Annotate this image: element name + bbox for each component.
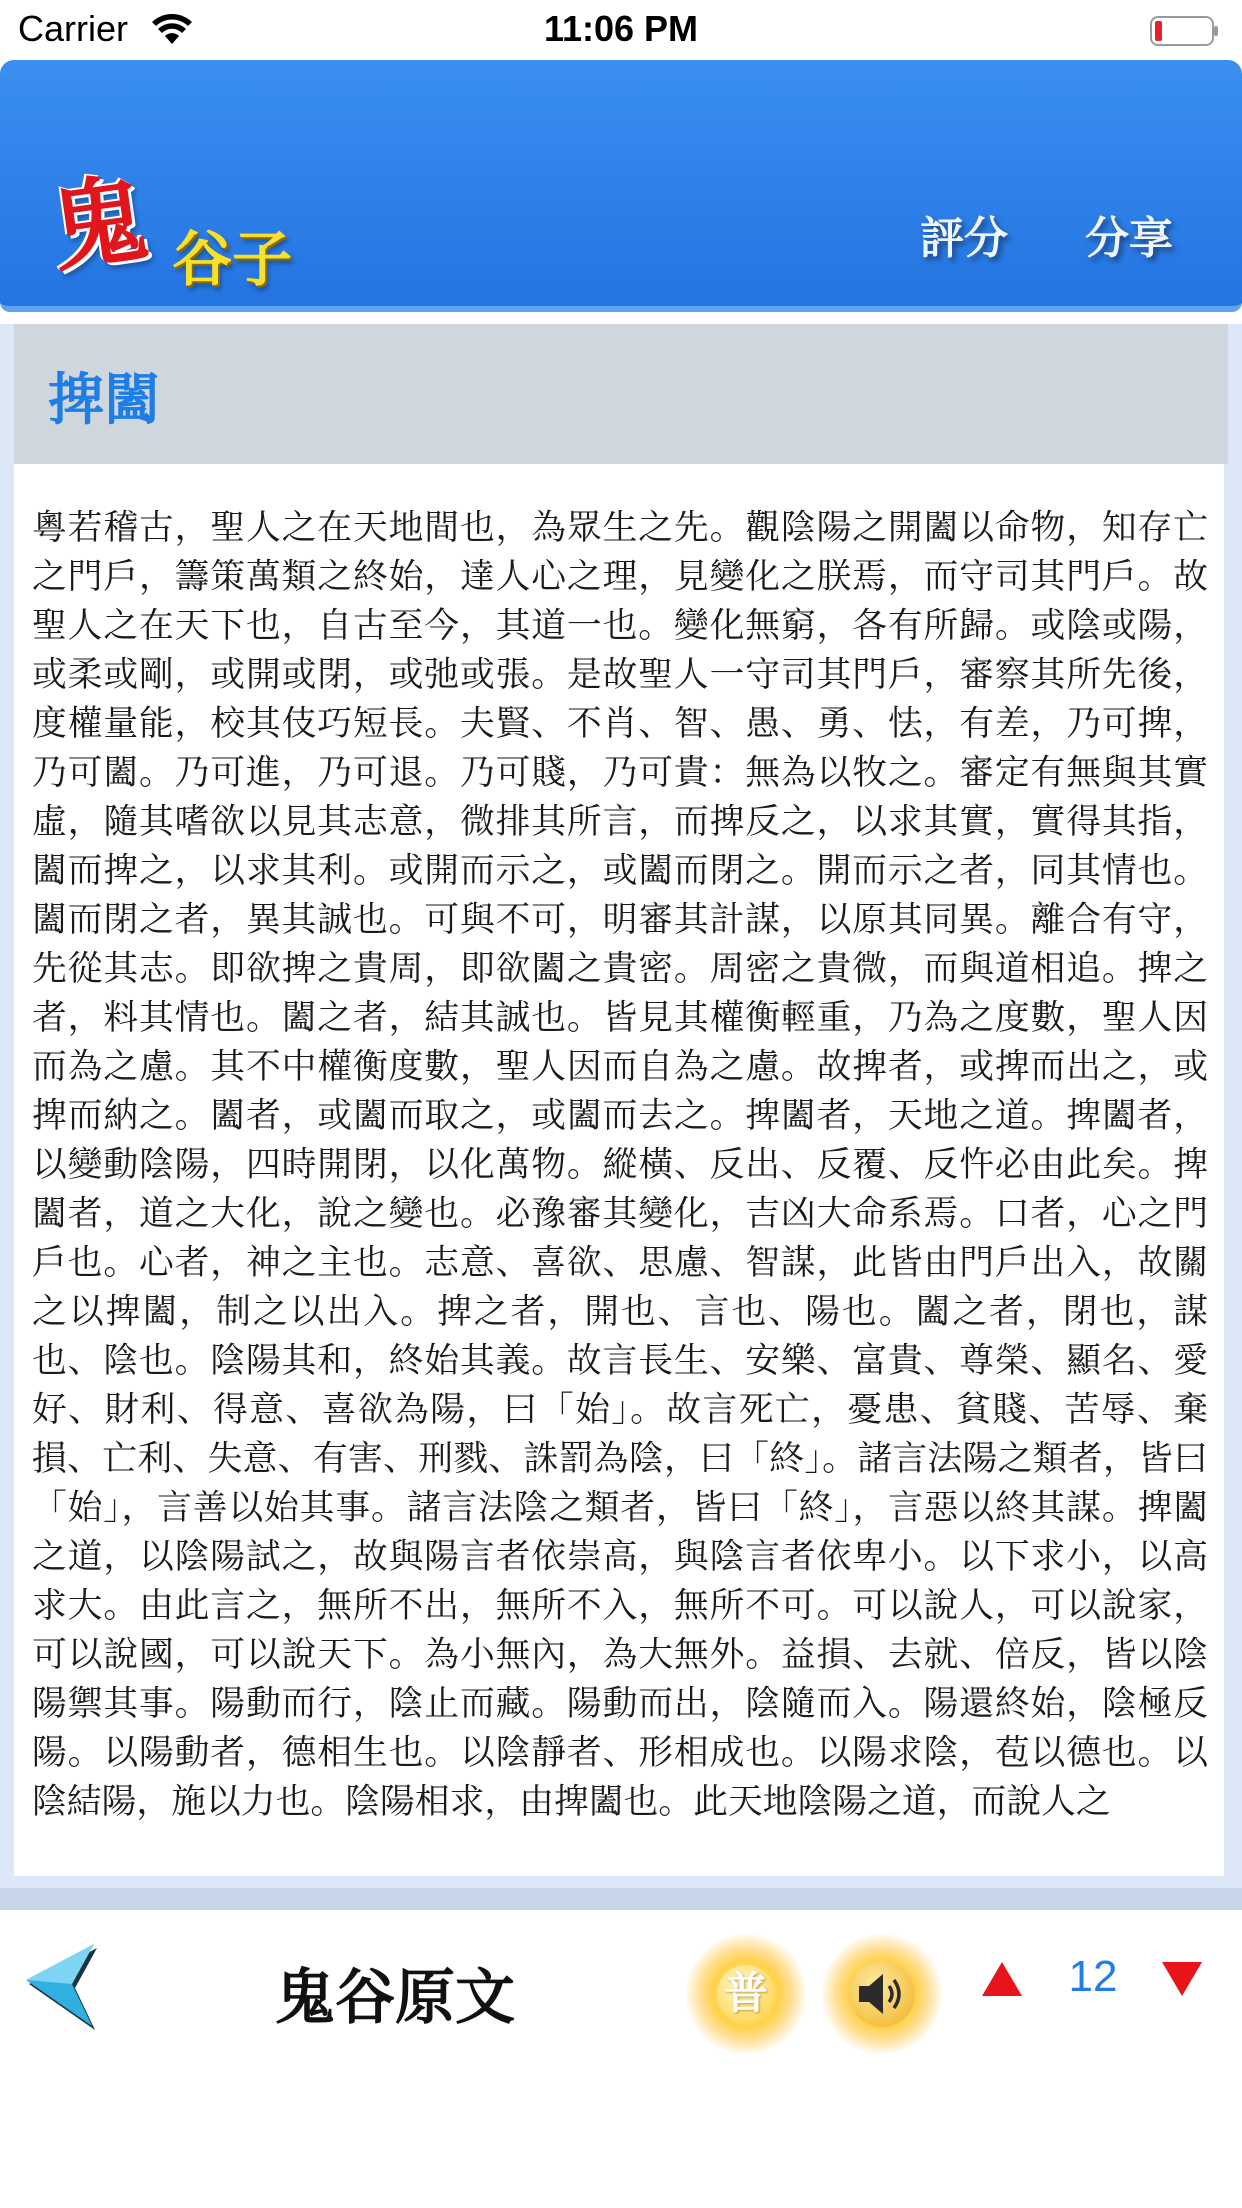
status-bar [0,0,1242,60]
app-header [0,60,1242,312]
mandarin-label: 普 [717,1965,775,2023]
next-page-icon[interactable] [1160,1960,1204,1998]
chapter-text[interactable]: 粵若稽古，聖人之在天地間也，為眾生之先。觀陰陽之開闔以命物，知存亡之門戶，籌策萬類之終始，達人心之理，見變化之朕焉，而守司其門戶。故聖人之在天下也，自古至今，其道一也。變化無窮，各有所歸。或陰或陽，或柔或剛，或開或閉，或弛或張。是故聖人一守司其門戶，審察其所先後，度權量能，校其伎巧短長。夫賢、不肖、智、愚、勇、怯，有差，乃可捭，乃可闔。乃可進，乃可退。乃可賤，乃可貴：無為以牧之。審定有無與其實虛，隨其嗜欲以見其志意，微排其所言，而捭反之，以求其實，實得其指，闔而捭之，以求其利。或開而示之，或闔而閉之。開而示之者，同其情也。闔而閉之者，異其誠也。可與不可，明審其計謀，以原其同異。離合有守，先從其志。即欲捭之貴周，即欲闔之貴密。周密之貴微，而與道相追。捭之者，料其情也。闔之者，結其誠也。皆見其權衡輕重，乃為之度數，聖人因而為之慮。其不中權衡度數，聖人因而自為之慮。故捭者，或捭而出之，或捭而納之。闔者，或闔而取之，或闔而去之。捭闔者，天地之道。捭闔者，以變動陰陽，四時開閉，以化萬物。縱橫、反出、反覆、反忤必由此矣。捭闔者，道之大化，說之變也。必豫審其變化，吉凶大命系焉。口者，心之門戶也。心者，神之主也。志意、喜欲、思慮、智謀，此皆由門戶出入，故關之以捭闔，制之以出入。捭之者，開也、言也、陽也。闔之者，閉也，謀也、陰也。陰陽其和，終始其義。故言長生、安樂、富貴、尊榮、顯名、愛好、財利、得意、喜欲為陽，曰「始」。故言死亡，憂患、貧賤、苦辱、棄損、亡利、失意、有害、刑戮、誅罰為陰，曰「終」。諸言法陽之類者，皆曰「始」，言善以始其事。諸言法陰之類者，皆曰「終」，言惡以終其謀。捭闔之道，以陰陽試之，故與陽言者依崇高，與陰言者依卑小。以下求小，以高求大。由此言之，無所不出，無所不入，無所不可。可以說人，可以說家，可以說國，可以說天下。為小無內，為大無外。益損、去就、倍反，皆以陰陽禦其事。陽動而行，陰止而藏。陽動而出，陰隨而入。陽還終始，陰極反陽。以陽動者，德相生也。以陰靜者、形相成也。以陽求陰，苞以德也。以陰結陽，施以力也。陰陽相求，由捭闔也。此天地陰陽之道，而說人之 [14,464,1224,1876]
previous-page-icon[interactable] [980,1960,1024,1998]
app-logo [43,148,320,298]
book-title: 鬼谷原文 [275,1963,515,2033]
bottom-toolbar [0,1910,1242,2208]
chapter-title-bar [0,324,1242,464]
battery-icon [1150,16,1220,46]
logo-char-guzi: 谷子 [172,225,292,295]
carrier-label: Carrier [18,8,129,49]
page-number: 12 [1068,1952,1118,2001]
logo-char-gui: 鬼 [43,160,155,287]
chapter-title: 捭闔 [48,368,160,433]
share-button[interactable]: 分享 [1085,213,1173,264]
rate-button[interactable]: 評分 [920,213,1008,264]
status-time: 11:06 PM [543,8,699,49]
speaker-icon [849,1961,915,2027]
content-frame [0,464,1242,1888]
footer-divider [0,1888,1242,1910]
audio-button[interactable] [820,1932,944,2056]
mandarin-button[interactable] [684,1932,808,2056]
back-arrow-icon[interactable] [22,1940,102,2030]
